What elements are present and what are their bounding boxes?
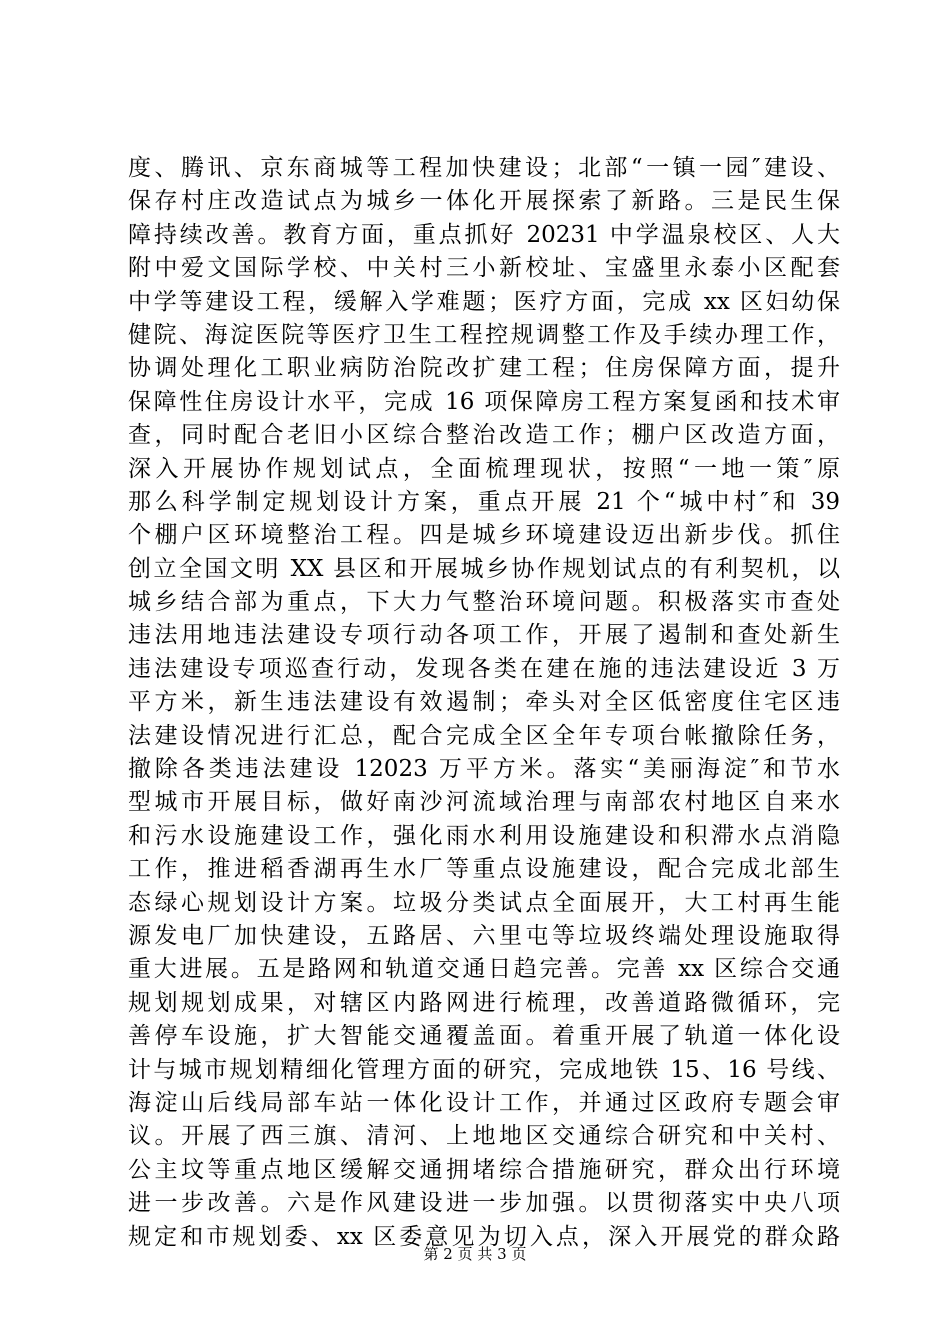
text-line: 规划规划成果，对辖区内路网进行梳理，改善道路微循环，完	[128, 989, 840, 1016]
text-line: 查，同时配合老旧小区综合整治改造工作；棚户区改造方面，	[128, 422, 840, 449]
text-line: 法建设情况进行汇总，配合完成全区全年专项台帐撤除任务，	[128, 722, 840, 749]
text-line: 保存村庄改造试点为城乡一体化开展探索了新路。三是民生保	[128, 188, 840, 215]
text-line: 进一步改善。六是作风建设进一步加强。以贯彻落实中央八项	[128, 1190, 840, 1217]
text-line: 海淀山后线局部车站一体化设计工作，并通过区政府专题会审	[128, 1089, 840, 1116]
text-line: 撤除各类违法建设 12023 万平方米。落实“美丽海淀″和节水	[128, 756, 840, 783]
text-line: 协调处理化工职业病防治院改扩建工程；住房保障方面，提升	[128, 355, 840, 382]
text-line: 保障性住房设计水平，完成 16 项保障房工程方案复函和技术审	[128, 388, 840, 415]
text-line: 障持续改善。教育方面，重点抓好 20231 中学温泉校区、人大	[128, 221, 840, 248]
page-number-footer: 第 2 页 共 3 页	[423, 1245, 527, 1263]
text-line: 违法建设专项巡查行动，发现各类在建在施的违法建设近 3 万	[128, 655, 840, 682]
text-line: 工作，推进稻香湖再生水厂等重点设施建设，配合完成北部生	[128, 856, 840, 883]
text-line: 中学等建设工程，缓解入学难题；医疗方面，完成 xx 区妇幼保	[128, 288, 840, 315]
text-line: 计与城市规划精细化管理方面的研究，完成地铁 15、16 号线、	[128, 1056, 840, 1083]
text-line: 型城市开展目标，做好南沙河流域治理与南部农村地区自来水	[128, 789, 840, 816]
text-line: 态绿心规划设计方案。垃圾分类试点全面展开，大工村再生能	[128, 889, 840, 916]
text-line: 议。开展了西三旗、清河、上地地区交通综合研究和中关村、	[128, 1123, 840, 1150]
text-line: 平方米，新生违法建设有效遏制；牵头对全区低密度住宅区违	[128, 689, 840, 716]
text-line: 那么科学制定规划设计方案，重点开展 21 个“城中村″和 39	[128, 488, 840, 515]
text-line: 善停车设施，扩大智能交通覆盖面。着重开展了轨道一体化设	[128, 1023, 840, 1050]
text-line: 深入开展协作规划试点，全面梳理现状，按照“一地一策″原	[128, 455, 840, 482]
text-line: 度、腾讯、京东商城等工程加快建设；北部“一镇一园″建设、	[128, 155, 840, 181]
text-line: 源发电厂加快建设，五路居、六里屯等垃圾终端处理设施取得	[128, 922, 840, 949]
text-line: 城乡结合部为重点，下大力气整治环境问题。积极落实市查处	[128, 589, 840, 616]
text-line: 公主坟等重点地区缓解交通拥堵综合措施研究，群众出行环境	[128, 1156, 840, 1183]
text-line: 创立全国文明 XX 县区和开展城乡协作规划试点的有利契机，以	[128, 555, 840, 582]
text-line: 个棚户区环境整治工程。四是城乡环境建设迈出新步伐。抓住	[128, 522, 840, 549]
body-paragraph	[128, 152, 840, 1254]
text-line: 规定和市规划委、xx 区委意见为切入点，深入开展党的群众路	[128, 1223, 840, 1250]
text-line: 违法用地违法建设专项行动各项工作，开展了遏制和查处新生	[128, 622, 840, 649]
text-line: 附中爱文国际学校、中关村三小新校址、宝盛里永泰小区配套	[128, 255, 840, 282]
text-line: 健院、海淀医院等医疗卫生工程控规调整工作及手续办理工作，	[128, 321, 840, 348]
text-line: 重大进展。五是路网和轨道交通日趋完善。完善 xx 区综合交通	[128, 956, 840, 983]
text-line: 和污水设施建设工作，强化雨水利用设施建设和积滞水点消隐	[128, 822, 840, 849]
